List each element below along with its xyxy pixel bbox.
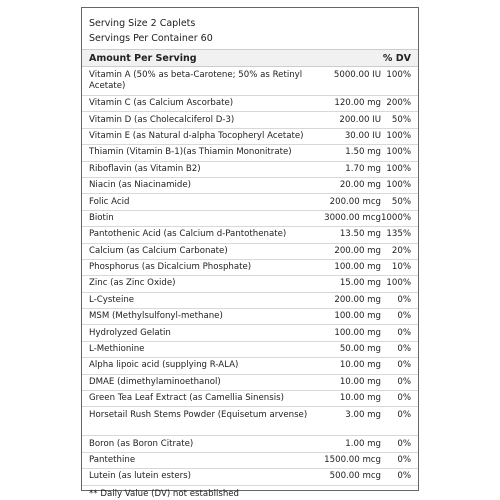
nutrient-amount: 100.00 mg bbox=[334, 311, 381, 322]
nutrient-amount: 3000.00 mcg bbox=[324, 212, 381, 223]
nutrient-dv: 100% bbox=[386, 147, 411, 158]
supplement-facts-panel bbox=[81, 7, 419, 499]
nutrient-amount: 1500.00 mcg bbox=[324, 455, 381, 465]
table-row bbox=[82, 342, 418, 358]
table-row bbox=[82, 407, 418, 436]
nutrient-dv: 0% bbox=[397, 360, 411, 371]
nutrient-name: Zinc (as Zinc Oxide) bbox=[89, 278, 176, 289]
table-row bbox=[82, 67, 418, 96]
table-header bbox=[82, 49, 418, 67]
nutrient-dv: 10% bbox=[391, 262, 411, 273]
table-row bbox=[82, 375, 418, 391]
nutrient-name: L-Cysteine bbox=[89, 294, 135, 305]
nutrient-name: Vitamin D (as Cholecalciferol D-3) bbox=[89, 114, 235, 125]
nutrient-amount: 20.00 mg bbox=[339, 180, 381, 191]
table-row bbox=[82, 145, 418, 161]
nutrient-dv: 135% bbox=[386, 229, 411, 240]
nutrient-name: Boron (as Boron Citrate) bbox=[89, 438, 194, 449]
nutrient-amount: 120.00 mg bbox=[334, 98, 381, 109]
nutrient-amount: 1.70 mg bbox=[345, 163, 381, 174]
nutrient-name: Pantethine bbox=[89, 455, 136, 465]
nutrient-dv: 50% bbox=[391, 196, 411, 207]
nutrient-dv: 100% bbox=[386, 130, 411, 141]
nutrient-name: Calcium (as Calcium Carbonate) bbox=[89, 245, 228, 256]
nutrient-amount: 100.00 mg bbox=[334, 262, 381, 273]
nutrient-dv: 100% bbox=[386, 278, 411, 289]
nutrient-name: Thiamin (Vitamin B-1)(as Thiamin Mononitrate) bbox=[89, 147, 292, 158]
nutrient-name: Lutein (as lutein esters) bbox=[89, 471, 191, 482]
nutrient-amount: 15.00 mg bbox=[339, 278, 381, 289]
servings-per-container: Servings Per Container 60 bbox=[89, 33, 213, 44]
nutrient-name: Vitamin C (as Calcium Ascorbate) bbox=[89, 98, 234, 109]
table-row bbox=[82, 358, 418, 374]
table-row bbox=[82, 309, 418, 325]
table-row bbox=[82, 178, 418, 194]
footnote: ** Daily Value (DV) not established bbox=[89, 488, 240, 499]
nutrient-name: Horsetail Rush Stems Powder (Equisetum arvense) bbox=[89, 410, 308, 421]
amount-per-serving-header: Amount Per Serving bbox=[89, 52, 197, 64]
nutrient-dv: 100% bbox=[386, 70, 411, 80]
nutrient-name: L-Methionine bbox=[89, 344, 145, 355]
table-row bbox=[82, 293, 418, 309]
nutrient-name: Green Tea Leaf Extract (as Camellia Sinensis) bbox=[89, 393, 284, 404]
table-row bbox=[82, 276, 418, 292]
nutrient-amount: 10.00 mg bbox=[339, 376, 381, 387]
nutrient-amount: 500.00 mcg bbox=[329, 471, 381, 482]
table-row bbox=[82, 96, 418, 112]
serving-size: Serving Size 2 Caplets bbox=[89, 18, 196, 29]
nutrient-dv: 0% bbox=[397, 344, 411, 355]
nutrient-dv: 0% bbox=[397, 376, 411, 387]
nutrient-dv: 200% bbox=[386, 98, 411, 109]
nutrient-amount: 10.00 mg bbox=[339, 360, 381, 371]
table-row bbox=[82, 194, 418, 210]
nutrient-name: Alpha lipoic acid (supplying R-ALA) bbox=[89, 360, 239, 371]
nutrient-dv: 0% bbox=[397, 410, 411, 421]
table-row bbox=[82, 227, 418, 243]
nutrient-name: Vitamin A (50% as beta-Carotene; 50% as Retinyl Acetate) bbox=[89, 70, 303, 91]
table-row bbox=[82, 211, 418, 227]
nutrient-dv: 0% bbox=[397, 455, 411, 465]
nutrient-dv: 0% bbox=[397, 294, 411, 305]
table-row bbox=[82, 162, 418, 178]
nutrient-amount: 10.00 mg bbox=[339, 393, 381, 404]
nutrient-name: MSM (Methylsulfonyl-methane) bbox=[89, 311, 223, 322]
nutrient-amount: 200.00 IU bbox=[339, 114, 381, 125]
table-row bbox=[82, 112, 418, 128]
nutrient-amount: 1.00 mg bbox=[345, 438, 381, 449]
nutrient-dv: 0% bbox=[397, 311, 411, 322]
nutrient-amount: 5000.00 IU bbox=[333, 70, 381, 80]
nutrient-amount: 50.00 mg bbox=[339, 344, 381, 355]
table-row bbox=[82, 244, 418, 260]
nutrient-dv: 0% bbox=[397, 393, 411, 404]
nutrient-dv: 20% bbox=[391, 245, 411, 256]
table-row bbox=[82, 453, 418, 469]
table-row bbox=[82, 260, 418, 276]
nutrient-name: Folic Acid bbox=[89, 196, 130, 207]
table-row bbox=[82, 325, 418, 341]
nutrient-amount: 200.00 mcg bbox=[329, 196, 381, 207]
nutrient-dv: 50% bbox=[391, 114, 411, 125]
nutrient-name: DMAE (dimethylaminoethanol) bbox=[89, 376, 221, 387]
nutrient-amount: 1.50 mg bbox=[345, 147, 381, 158]
table-row bbox=[82, 129, 418, 145]
nutrient-amount: 200.00 mg bbox=[334, 245, 381, 256]
nutrient-name: Biotin bbox=[89, 212, 114, 223]
nutrient-name: Vitamin E (as Natural d-alpha Tocopheryl Acetate) bbox=[89, 130, 304, 141]
nutrient-name: Niacin (as Niacinamide) bbox=[89, 180, 191, 191]
nutrient-dv: 0% bbox=[397, 438, 411, 449]
nutrient-table bbox=[82, 67, 418, 486]
nutrient-amount: 3.00 mg bbox=[345, 410, 381, 421]
nutrient-amount: 100.00 mg bbox=[334, 327, 381, 338]
dv-header: % DV bbox=[382, 52, 411, 64]
nutrient-dv: 0% bbox=[397, 471, 411, 482]
nutrient-amount: 30.00 IU bbox=[344, 130, 381, 141]
nutrient-name: Riboflavin (as Vitamin B2) bbox=[89, 163, 201, 174]
nutrient-name: Hydrolyzed Gelatin bbox=[89, 327, 171, 338]
table-row bbox=[82, 436, 418, 452]
table-row bbox=[82, 391, 418, 407]
nutrient-amount: 200.00 mg bbox=[334, 294, 381, 305]
nutrient-name: Pantothenic Acid (as Calcium d-Pantothenate) bbox=[89, 229, 287, 240]
nutrient-dv: 100% bbox=[386, 180, 411, 191]
nutrient-amount: 13.50 mg bbox=[339, 229, 381, 240]
table-row bbox=[82, 469, 418, 485]
nutrient-name: Phosphorus (as Dicalcium Phosphate) bbox=[89, 262, 252, 273]
nutrient-dv: 1000% bbox=[380, 212, 411, 223]
nutrient-dv: 100% bbox=[386, 163, 411, 174]
nutrient-dv: 0% bbox=[397, 327, 411, 338]
